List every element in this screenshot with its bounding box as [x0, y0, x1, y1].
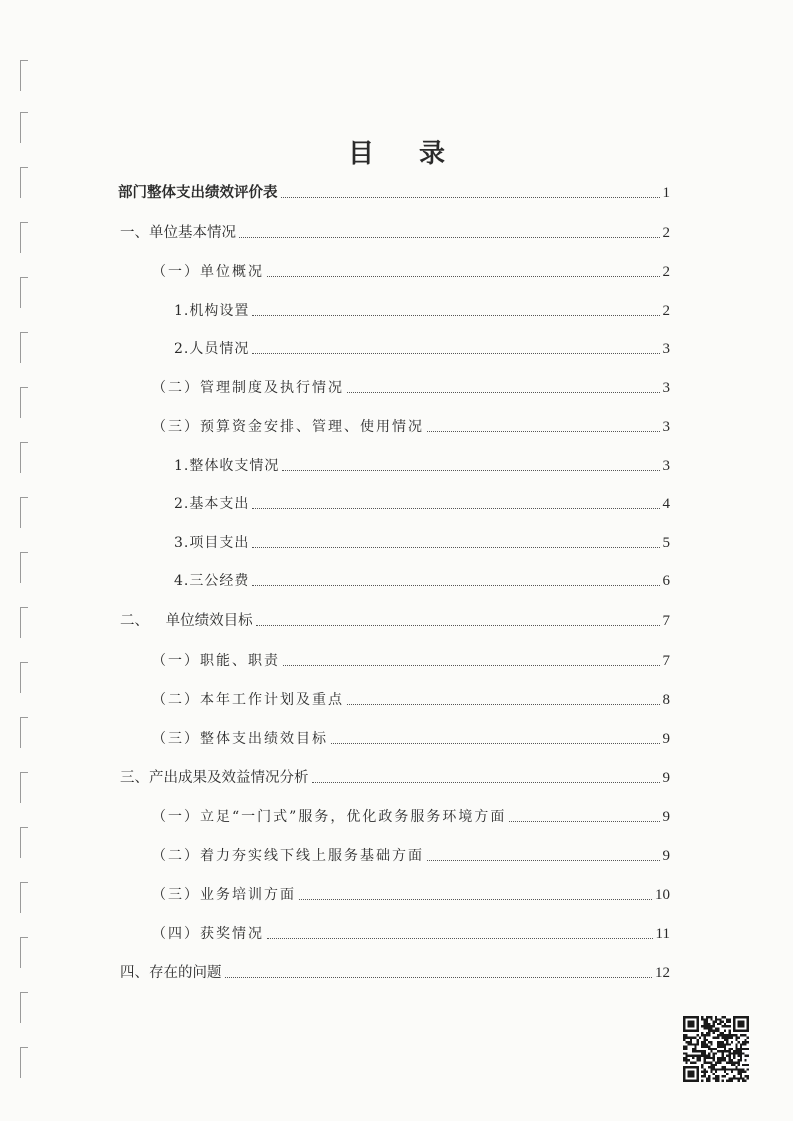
toc-entry[interactable]	[120, 608, 670, 630]
toc-page-number: 9	[662, 809, 670, 825]
toc-page-number: 2	[662, 303, 670, 319]
toc-entry[interactable]	[174, 568, 670, 590]
dot-leader	[299, 899, 652, 900]
dot-leader	[347, 704, 660, 705]
dot-leader	[331, 743, 660, 744]
binding-mark	[20, 717, 28, 748]
toc-label: 三、产出成果及效益情况分析	[120, 770, 309, 786]
dot-leader	[312, 782, 660, 783]
toc-entry[interactable]	[120, 960, 670, 982]
toc-page-number: 7	[662, 613, 670, 629]
toc-entry[interactable]	[152, 726, 670, 748]
dot-leader	[252, 315, 659, 316]
toc-label: （一）单位概况	[152, 264, 264, 280]
toc-label: 2.人员情况	[174, 341, 250, 357]
page-title: 目 录	[347, 139, 464, 169]
dot-leader	[256, 625, 660, 626]
toc-label: 一、单位基本情况	[120, 225, 236, 241]
dot-leader	[509, 821, 659, 822]
toc-page-number: 12	[655, 965, 670, 981]
binding-mark	[20, 497, 28, 528]
binding-mark	[20, 552, 28, 583]
toc-entry[interactable]	[174, 453, 670, 475]
toc-label: （一）职能、职责	[152, 653, 280, 669]
toc-page-number: 3	[662, 341, 670, 357]
dot-leader	[252, 508, 659, 509]
toc-entry[interactable]	[174, 530, 670, 552]
dot-leader	[252, 585, 659, 586]
toc-label: （三）业务培训方面	[152, 887, 296, 903]
toc-entry[interactable]	[152, 259, 670, 281]
toc-page-number: 4	[662, 496, 670, 512]
toc-label: 二、 单位绩效目标	[120, 613, 253, 629]
binding-mark	[20, 827, 28, 858]
toc-label: 1.整体收支情况	[174, 458, 280, 474]
dot-leader	[281, 197, 660, 198]
dot-leader	[283, 665, 660, 666]
toc-label: （三）整体支出绩效目标	[152, 731, 328, 747]
toc-label: 4.三公经费	[174, 573, 250, 589]
toc-entry[interactable]	[120, 765, 670, 787]
toc-page-number: 9	[662, 770, 670, 786]
toc-label: 1.机构设置	[174, 303, 250, 319]
toc-entry[interactable]	[152, 843, 670, 865]
dot-leader	[427, 860, 660, 861]
toc-page-number: 1	[662, 185, 670, 201]
toc-label: （一）立足“一门式”服务，优化政务服务环境方面	[152, 809, 507, 825]
toc-label: 四、存在的问题	[120, 965, 222, 981]
toc-page-number: 3	[662, 419, 670, 435]
binding-mark	[20, 60, 28, 91]
dot-leader	[267, 938, 653, 939]
binding-mark	[20, 772, 28, 803]
binding-mark	[20, 332, 28, 363]
toc-page-number: 8	[662, 692, 670, 708]
toc-label: （三）预算资金安排、管理、使用情况	[152, 419, 424, 435]
dot-leader	[267, 276, 660, 277]
toc-entry[interactable]	[152, 375, 670, 397]
toc-entry[interactable]	[152, 882, 670, 904]
binding-mark	[20, 387, 28, 418]
binding-mark	[20, 277, 28, 308]
dot-leader	[252, 353, 659, 354]
toc-page-number: 2	[662, 264, 670, 280]
binding-mark	[20, 937, 28, 968]
dot-leader	[427, 431, 660, 432]
toc-label: （二）管理制度及执行情况	[152, 380, 344, 396]
dot-leader	[239, 237, 660, 238]
toc-page-number: 11	[655, 926, 670, 942]
toc-label: 3.项目支出	[174, 535, 250, 551]
toc-page-number: 9	[662, 848, 670, 864]
toc-page-number: 6	[662, 573, 670, 589]
toc-label: （四）获奖情况	[152, 926, 264, 942]
binding-mark	[20, 442, 28, 473]
toc-page-number: 10	[655, 887, 670, 903]
toc-entry[interactable]	[120, 220, 670, 242]
binding-mark	[20, 1047, 28, 1078]
binding-mark	[20, 607, 28, 638]
toc-entry[interactable]	[174, 336, 670, 358]
toc-entry[interactable]	[152, 414, 670, 436]
toc-label: 2.基本支出	[174, 496, 250, 512]
toc-entry[interactable]	[174, 298, 670, 320]
toc-page-number: 3	[662, 458, 670, 474]
toc-entry[interactable]	[152, 921, 670, 943]
binding-mark	[20, 662, 28, 693]
toc-page-number: 2	[662, 225, 670, 241]
qr-code	[683, 1016, 749, 1082]
toc-label: （二）着力夯实线下线上服务基础方面	[152, 848, 424, 864]
toc-label: （二）本年工作计划及重点	[152, 692, 344, 708]
binding-mark	[20, 222, 28, 253]
binding-mark	[20, 992, 28, 1023]
toc-page-number: 5	[662, 535, 670, 551]
binding-mark	[20, 167, 28, 198]
toc-entry[interactable]	[152, 804, 670, 826]
toc-label: 部门整体支出绩效评价表	[118, 184, 278, 201]
dot-leader	[225, 977, 653, 978]
toc-page-number: 7	[662, 653, 670, 669]
toc-entry[interactable]	[174, 491, 670, 513]
dot-leader	[282, 470, 659, 471]
dot-leader	[347, 392, 660, 393]
toc-page-number: 9	[662, 731, 670, 747]
toc-page-number: 3	[662, 380, 670, 396]
dot-leader	[252, 547, 659, 548]
toc-entry[interactable]	[152, 648, 670, 670]
toc-entry[interactable]	[118, 180, 670, 202]
toc-entry[interactable]	[152, 687, 670, 709]
binding-mark	[20, 882, 28, 913]
